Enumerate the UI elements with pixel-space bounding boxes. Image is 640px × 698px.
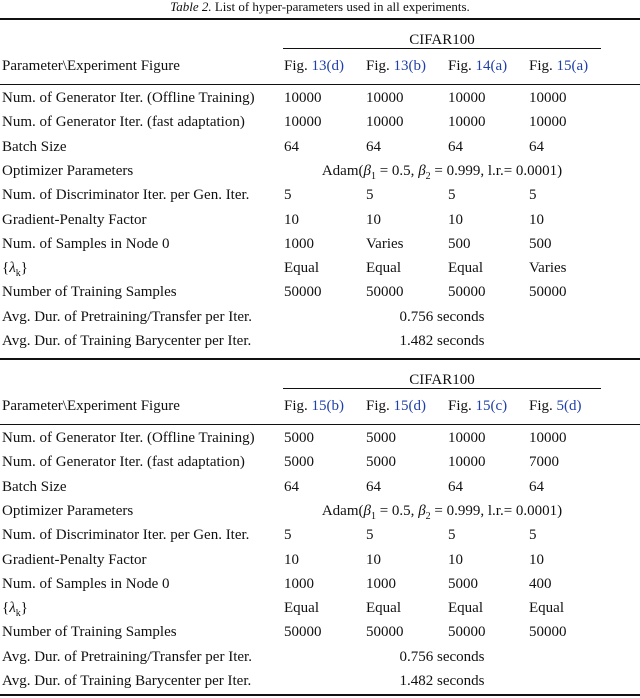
header-row: [0, 54, 640, 78]
row-label: Num. of Discriminator Iter. per Gen. Iter.: [2, 527, 250, 544]
cell-value: 5: [284, 527, 292, 544]
caption-label: Table 2.: [170, 0, 212, 14]
cell-value: 10000: [284, 90, 322, 106]
cell-value: 50000: [529, 624, 567, 641]
header-fig-3: Fig. 14(a): [448, 58, 508, 74]
group-title-1: CIFAR100: [409, 372, 475, 388]
cell-value: Equal: [448, 260, 483, 277]
cell-value: 10000: [448, 114, 486, 131]
fig-ref-link[interactable]: 15(b): [311, 398, 345, 414]
table-top-rule: [0, 18, 640, 20]
cell-value: 5: [448, 187, 456, 204]
table-row: [0, 280, 640, 304]
cell-value: 50000: [529, 284, 567, 301]
cell-value: 10000: [529, 430, 567, 446]
cell-value: 50000: [284, 624, 322, 641]
row-label: Number of Training Samples: [2, 284, 177, 301]
cell-value: 10: [284, 211, 299, 228]
cell-value: 10000: [284, 114, 322, 131]
cell-value: 10000: [366, 114, 404, 131]
table-row: [0, 645, 640, 669]
cell-value: 64: [529, 478, 544, 495]
header-row: [0, 394, 640, 418]
row-span-value: $Adam(\beta_1 = 0.5$, $\beta_2 = 0.999$, l.r.= 0.0001): [321, 502, 563, 522]
cell-value: 64: [284, 138, 299, 155]
header-rule: [0, 84, 640, 85]
row-label: Optimizer Parameters: [2, 502, 134, 519]
cell-value: 64: [284, 478, 299, 495]
cell-value: 10000: [529, 114, 567, 131]
row-span-value: 1.482 seconds: [399, 333, 485, 349]
cell-value: 1000: [284, 575, 314, 592]
cell-value: Equal: [529, 600, 564, 617]
table-row: [0, 426, 640, 450]
row-label: Number of Training Samples: [2, 624, 177, 641]
cell-value: 5: [366, 527, 374, 544]
row-label: $\{\lambda_k\}$: [2, 600, 28, 620]
cell-value: 10000: [448, 430, 486, 446]
row-label: $\{\lambda_k\}$: [2, 260, 28, 280]
cell-value: 50000: [448, 284, 486, 301]
row-label: Gradient-Penalty Factor: [2, 551, 147, 568]
table-row: [0, 499, 640, 523]
cell-value: 5: [366, 187, 374, 204]
table-row: [0, 208, 640, 232]
row-label: Num. of Generator Iter. (Offline Training): [2, 430, 255, 446]
cell-value: 5000: [284, 430, 314, 446]
fig-ref-link[interactable]: 14(a): [475, 58, 508, 74]
header-fig-4: Fig. 15(a): [529, 58, 589, 74]
cell-value: 50000: [366, 284, 404, 301]
cell-value: 10: [448, 551, 463, 568]
row-label: Avg. Dur. of Training Barycenter per Iter.: [2, 333, 252, 349]
cell-value: 50000: [366, 624, 404, 641]
cell-value: 7000: [529, 454, 559, 471]
row-label: Avg. Dur. of Pretraining/Transfer per Iter.: [2, 308, 252, 325]
caption-text: List of hyper-parameters used in all experiments.: [214, 0, 470, 14]
cell-value: 5: [529, 187, 537, 204]
row-span-value: $Adam(\beta_1 = 0.5$, $\beta_2 = 0.999$, l.r.= 0.0001): [321, 162, 563, 182]
table-row: [0, 620, 640, 644]
row-label: Num. of Generator Iter. (fast adaptation): [2, 114, 245, 131]
cell-value: 5000: [284, 454, 314, 471]
group-underline: [283, 388, 601, 389]
fig-ref-link[interactable]: 5(d): [556, 398, 582, 414]
cell-value: 10: [529, 211, 544, 228]
row-label: Avg. Dur. of Training Barycenter per Iter.: [2, 673, 252, 689]
group-title-0: CIFAR100: [409, 32, 475, 48]
row-label: Num. of Discriminator Iter. per Gen. Iter.: [2, 187, 250, 204]
cell-value: 10: [448, 211, 463, 228]
cell-value: 64: [366, 138, 381, 155]
cell-value: 10000: [448, 90, 486, 106]
row-span-value: 1.482 seconds: [399, 673, 485, 689]
table-row: [0, 159, 640, 183]
cell-value: 10: [366, 211, 381, 228]
cell-value: Equal: [284, 260, 319, 277]
table-top-rule: [0, 358, 640, 360]
cell-value: 5: [448, 527, 456, 544]
table-bottom-rule: [0, 694, 640, 696]
cell-value: 1000: [366, 575, 396, 592]
header-fig-4: Fig. 5(d): [529, 398, 582, 414]
cell-value: 10: [529, 551, 544, 568]
row-label: Batch Size: [2, 138, 67, 155]
header-fig-3: Fig. 15(c): [448, 398, 508, 414]
cell-value: 5000: [366, 430, 396, 446]
cell-value: 10000: [448, 454, 486, 471]
table-row: [0, 475, 640, 499]
fig-ref-link[interactable]: 13(b): [393, 58, 427, 74]
cell-value: 64: [366, 478, 381, 495]
row-label: Batch Size: [2, 478, 67, 495]
cell-value: 1000: [284, 235, 314, 252]
cell-value: Equal: [366, 260, 401, 277]
cell-value: 5: [529, 527, 537, 544]
cell-value: Varies: [529, 260, 567, 277]
cell-value: 10: [366, 551, 381, 568]
header-param: Parameter\Experiment Figure: [2, 398, 180, 414]
header-rule: [0, 424, 640, 425]
table-row: [0, 232, 640, 256]
group-underline: [283, 48, 601, 49]
cell-value: 10000: [529, 90, 567, 106]
cell-value: 5000: [448, 575, 478, 592]
cell-value: 5: [284, 187, 292, 204]
cell-value: Equal: [284, 600, 319, 617]
table-row: [0, 110, 640, 134]
table-row: [0, 572, 640, 596]
table-row: [0, 669, 640, 693]
fig-ref-link[interactable]: 15(d): [393, 398, 427, 414]
header-fig-2: Fig. 13(b): [366, 58, 427, 74]
table-row: [0, 135, 640, 159]
row-label: Avg. Dur. of Pretraining/Transfer per Iter.: [2, 648, 252, 665]
fig-ref-link[interactable]: 15(a): [556, 58, 589, 74]
table-row: [0, 329, 640, 353]
table-row: [0, 596, 640, 620]
fig-ref-link[interactable]: 13(d): [311, 58, 345, 74]
cell-value: 50000: [284, 284, 322, 301]
header-fig-1: Fig. 13(d): [284, 58, 345, 74]
cell-value: Varies: [366, 235, 404, 252]
table-row: [0, 548, 640, 572]
table-row: [0, 450, 640, 474]
cell-value: 500: [529, 235, 552, 252]
table-row: [0, 256, 640, 280]
header-fig-2: Fig. 15(d): [366, 398, 427, 414]
cell-value: 10000: [366, 90, 404, 106]
row-span-value: 0.756 seconds: [399, 648, 485, 665]
header-param: Parameter\Experiment Figure: [2, 58, 180, 74]
table-row: [0, 305, 640, 329]
fig-ref-link[interactable]: 15(c): [475, 398, 508, 414]
row-span-value: 0.756 seconds: [399, 308, 485, 325]
table-row: [0, 86, 640, 110]
cell-value: 64: [448, 138, 463, 155]
cell-value: 400: [529, 575, 552, 592]
table-row: [0, 183, 640, 207]
table-row: [0, 523, 640, 547]
table-caption: [0, 0, 640, 14]
cell-value: Equal: [448, 600, 483, 617]
cell-value: Equal: [366, 600, 401, 617]
row-label: Num. of Samples in Node 0: [2, 235, 170, 252]
cell-value: 500: [448, 235, 471, 252]
cell-value: 50000: [448, 624, 486, 641]
header-fig-1: Fig. 15(b): [284, 398, 345, 414]
cell-value: 10: [284, 551, 299, 568]
cell-value: 64: [529, 138, 544, 155]
row-label: Gradient-Penalty Factor: [2, 211, 147, 228]
row-label: Num. of Samples in Node 0: [2, 575, 170, 592]
cell-value: 5000: [366, 454, 396, 471]
row-label: Num. of Generator Iter. (Offline Training): [2, 90, 255, 106]
row-label: Optimizer Parameters: [2, 162, 134, 179]
row-label: Num. of Generator Iter. (fast adaptation): [2, 454, 245, 471]
cell-value: 64: [448, 478, 463, 495]
